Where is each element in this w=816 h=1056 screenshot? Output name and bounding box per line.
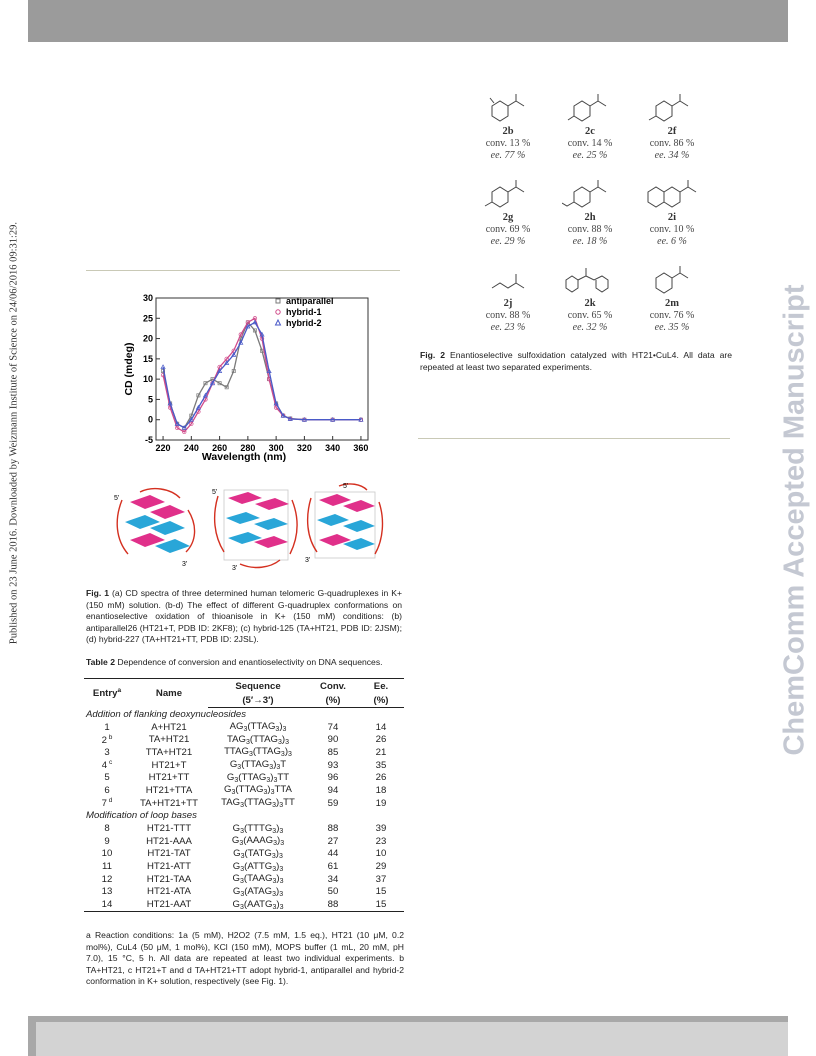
x-axis-label: Wavelength (nm) — [201, 451, 287, 462]
cell-entry: 1 — [104, 721, 110, 733]
compound-conversion: conv. 13 % — [485, 138, 531, 149]
cell-name: HT21-TAA — [146, 873, 192, 885]
cell-ee: 15 — [358, 898, 404, 911]
cell-conversion: 90 — [327, 734, 339, 746]
cell-entry: 4 $^c$ — [101, 759, 113, 772]
compound-2h — [550, 180, 630, 248]
cell-conversion: 61 — [327, 861, 339, 873]
cell-ee: 37 — [375, 873, 387, 885]
cell-conversion: 88 — [327, 823, 339, 835]
cell-ee: 39 — [375, 823, 387, 835]
cell-conversion: 50 — [327, 886, 339, 898]
y-tick-label: 15 — [142, 353, 153, 364]
quadruplex-drawing — [308, 484, 383, 558]
cell-conversion: 93 — [327, 759, 339, 771]
col-header-name: Name — [130, 679, 208, 708]
structure-antiparallel — [110, 480, 200, 570]
publication-note: Published on 23 June 2016. Downloaded by Weizmann Institute of Science on 24/06/2016 09:31:29. — [8, 221, 20, 645]
compound-label: 2g — [502, 212, 514, 223]
cell-sequence: $G_3(AATG_3)_3$ — [208, 898, 308, 911]
cell-sequence: $TAG_3(TTAG_3)_3TT$ — [221, 797, 295, 810]
compound-conversion: conv. 76 % — [649, 310, 695, 321]
compound-2b — [468, 94, 548, 162]
section-row-loop — [84, 810, 404, 823]
x-tick-label: 260 — [212, 443, 228, 453]
cell-ee: 14 — [375, 721, 387, 733]
compound-2i — [632, 180, 712, 248]
strand-5-label: 5' — [114, 495, 120, 502]
cell-sequence: $G_3(TATG_3)_3$ — [233, 847, 283, 860]
compound-2j — [468, 266, 548, 334]
compound-ee: ee. 25 % — [572, 150, 608, 161]
cell-name: HT21-TAT — [147, 848, 191, 860]
cell-name: HT21+TTA — [145, 784, 193, 796]
structure-icon — [562, 266, 618, 298]
x-tick-label: 360 — [353, 443, 369, 453]
compound-ee: ee. 32 % — [572, 322, 608, 333]
compound-2f — [632, 94, 712, 162]
x-tick-label: 220 — [155, 443, 171, 453]
compound-label: 2h — [584, 212, 596, 223]
structure-icon — [562, 180, 618, 212]
fig2-caption-text: Enantioselective sulfoxidation catalyzed with HT21•CuL4. All data are repeated at least two separated experiments. — [420, 350, 732, 372]
compound-label: 2f — [667, 126, 677, 137]
cell-name: TTA+HT21 — [145, 746, 193, 758]
table-row — [84, 771, 404, 784]
compound-label: 2b — [502, 126, 514, 137]
cell-name: TA+HT21 — [148, 734, 190, 746]
section-heading: Modification of loop bases — [86, 810, 197, 822]
structure-icon — [644, 180, 700, 212]
cell-conversion: 59 — [327, 797, 339, 809]
cd-spectra-chart — [122, 290, 374, 462]
structure-icon — [480, 94, 536, 126]
cell-ee: 19 — [375, 797, 387, 809]
cell-entry: 10 — [101, 848, 113, 860]
compound-2k — [550, 266, 630, 334]
header-bar — [28, 0, 788, 42]
cell-sequence: $G_3(TTTG_3)_3$ — [232, 822, 284, 835]
structure-icon — [644, 94, 700, 126]
cell-entry: 13 — [101, 886, 113, 898]
x-tick-label: 280 — [240, 443, 256, 453]
cell-entry: 9 — [104, 835, 110, 847]
cell-sequence: $G_3(TTAG_3)_3T$ — [229, 759, 287, 772]
y-tick-label: 5 — [147, 394, 153, 405]
cell-name: TA+HT21+TT — [140, 797, 198, 809]
table-row — [84, 822, 404, 835]
cell-entry: 6 — [104, 784, 110, 796]
plot-area — [156, 298, 368, 440]
cell-conversion: 88 — [308, 898, 358, 911]
col-header-conv: Conv. — [308, 679, 358, 694]
strand-3-label: 3' — [305, 557, 311, 564]
cell-entry: 5 — [104, 772, 110, 784]
cell-name: HT21-AAT — [130, 898, 208, 911]
compound-conversion: conv. 10 % — [649, 224, 695, 235]
compound-label: 2c — [585, 126, 595, 137]
cell-entry: 14 — [84, 898, 130, 911]
fig1-caption — [86, 588, 402, 646]
col-header-ee: Ee. — [358, 679, 404, 694]
cell-entry: 3 — [104, 746, 110, 758]
legend-label: antiparallel — [286, 296, 334, 306]
cell-name: HT21-TTT — [146, 823, 192, 835]
compound-2c — [550, 94, 630, 162]
cell-sequence: $G_3(AAAG_3)_3$ — [231, 835, 285, 848]
divider-right — [418, 438, 730, 439]
y-tick-label: 10 — [142, 374, 153, 385]
cell-entry: 8 — [104, 823, 110, 835]
cell-sequence: $G_3(TTAG_3)_3TTA$ — [224, 784, 292, 797]
table-row — [84, 886, 404, 899]
x-tick-label: 300 — [268, 443, 284, 453]
table2 — [84, 678, 404, 912]
col-header-entry: Entry$^a$ — [84, 679, 130, 708]
table-row — [84, 746, 404, 759]
compound-ee: ee. 23 % — [490, 322, 526, 333]
cell-entry: 11 — [102, 861, 112, 873]
cell-sequence: $G_3(TAAG_3)_3$ — [232, 873, 284, 886]
table-row — [84, 873, 404, 886]
quadruplex-drawing — [215, 490, 297, 567]
col-header-sequence: Sequence — [208, 679, 308, 694]
divider-left — [86, 270, 400, 271]
compound-label: 2j — [503, 298, 513, 309]
watermark-text: ChemComm Accepted Manuscript — [778, 284, 811, 756]
table-row — [84, 898, 404, 911]
compound-conversion: conv. 86 % — [649, 138, 695, 149]
cell-conversion: 96 — [327, 772, 339, 784]
watermark — [770, 250, 816, 790]
publication-sidebar — [4, 218, 24, 648]
strand-5-label: 5' — [212, 489, 218, 496]
cell-conversion: 34 — [327, 873, 339, 885]
cell-entry: 7 $^d$ — [101, 797, 113, 810]
fig2-caption — [420, 350, 732, 373]
compound-ee: ee. 6 % — [657, 236, 687, 247]
compound-label: 2i — [667, 212, 677, 223]
structure-icon — [644, 266, 700, 298]
cell-ee: 23 — [375, 835, 387, 847]
cell-conversion: 94 — [327, 784, 339, 796]
compound-2m — [632, 266, 712, 334]
col-header-ee-unit: (%) — [358, 693, 404, 708]
compound-conversion: conv. 65 % — [567, 310, 613, 321]
y-tick-label: 25 — [142, 313, 153, 324]
strand-3-label: 3' — [232, 565, 238, 570]
strand-5-label: 5' — [343, 483, 349, 490]
cell-name: A+HT21 — [151, 721, 187, 733]
cell-name: HT21-AAA — [146, 835, 192, 847]
cell-ee: 26 — [375, 734, 387, 746]
cell-name: HT21+T — [151, 759, 187, 771]
table2-caption — [86, 657, 404, 667]
cell-sequence: $TTAG_3(TTAG_3)_3$ — [224, 746, 292, 759]
table2-footnote: a Reaction conditions: 1a (5 mM), H2O2 (7.5 mM, 1.5 eq.), HT21 (10 μM, 0.2 mol%), CuL4 (50 μM, 1 mol%), KCl (150 mM), MOPS buffer (1 mL, 20 mM, pH 7.0), 15 °C, 5 h. All data are repeated at least two individual experiments. b TA+HT21, c HT21+T and d TA+HT21+TT adopt hybrid-1, antiparallel and hybrid-2 conformation in K+ solution, respectively (see Fig. 1). — [86, 930, 404, 987]
compound-ee: ee. 77 % — [490, 150, 526, 161]
table2-caption-text: Dependence of conversion and enantioselectivity on DNA sequences. — [117, 657, 383, 667]
col-header-sequence-dir: (5′→3′) — [208, 693, 308, 708]
section-heading: Addition of flanking deoxynucleosides — [86, 708, 247, 720]
cell-name: HT21-ATT — [146, 861, 192, 873]
legend-label: hybrid-2 — [286, 318, 322, 328]
cell-sequence: $AG_3(TTAG_3)_3$ — [229, 721, 287, 734]
cell-sequence: $G_3(TTAG_3)_3TT$ — [226, 771, 290, 784]
cell-entry: 2 $^b$ — [101, 733, 113, 746]
compound-conversion: conv. 88 % — [485, 310, 531, 321]
footer-bar — [28, 1016, 788, 1056]
table-row — [84, 797, 404, 810]
fig2-compound-grid — [468, 94, 712, 340]
y-tick-label: -5 — [144, 435, 153, 445]
cell-sequence: $G_3(ATTG_3)_3$ — [232, 860, 284, 873]
y-axis-label: CD (mdeg) — [123, 342, 135, 396]
quadruplex-drawing — [117, 489, 194, 554]
cell-name: HT21-ATA — [147, 886, 191, 898]
legend-label: hybrid-1 — [286, 307, 322, 317]
structure-hybrid-2 — [305, 480, 385, 570]
cell-conversion: 27 — [327, 835, 339, 847]
cell-ee: 35 — [375, 759, 387, 771]
cell-ee: 15 — [375, 886, 387, 898]
structure-icon — [562, 94, 618, 126]
structure-icon — [480, 266, 536, 298]
table-row — [84, 835, 404, 848]
cell-conversion: 74 — [327, 721, 339, 733]
table-row — [84, 784, 404, 797]
section-row-flanking — [84, 708, 404, 721]
table-row — [84, 759, 404, 772]
cell-entry: 12 — [101, 873, 113, 885]
compound-ee: ee. 35 % — [654, 322, 690, 333]
cell-ee: 21 — [375, 746, 387, 758]
compound-label: 2k — [584, 298, 596, 309]
y-tick-label: 30 — [142, 293, 153, 303]
table-row — [84, 848, 404, 861]
strand-3-label: 3' — [182, 561, 188, 568]
col-header-conv-unit: (%) — [308, 693, 358, 708]
x-tick-label: 320 — [296, 443, 312, 453]
compound-ee: ee. 18 % — [572, 236, 608, 247]
cell-name: HT21+TT — [148, 772, 190, 784]
y-tick-label: 0 — [147, 414, 153, 425]
cell-conversion: 44 — [327, 848, 339, 860]
compound-label: 2m — [665, 298, 679, 309]
x-tick-label: 340 — [325, 443, 341, 453]
fig1-caption-label: Fig. 1 — [86, 588, 109, 598]
compound-conversion: conv. 69 % — [485, 224, 531, 235]
table-row — [84, 721, 404, 734]
compound-conversion: conv. 14 % — [567, 138, 613, 149]
table-row — [84, 860, 404, 873]
table-row — [84, 733, 404, 746]
y-tick-label: 20 — [142, 333, 153, 344]
compound-conversion: conv. 88 % — [567, 224, 613, 235]
cell-ee: 26 — [375, 772, 387, 784]
cell-ee: 10 — [375, 848, 387, 860]
compound-2g — [468, 180, 548, 248]
structure-hybrid-1 — [210, 480, 300, 570]
table2-caption-label: Table 2 — [86, 657, 115, 667]
cell-ee: 18 — [375, 784, 387, 796]
structure-icon — [480, 180, 536, 212]
x-tick-label: 240 — [183, 443, 199, 453]
compound-ee: ee. 34 % — [654, 150, 690, 161]
cell-sequence: $G_3(ATAG_3)_3$ — [232, 885, 284, 898]
compound-ee: ee. 29 % — [490, 236, 526, 247]
cell-sequence: $TAG_3(TTAG_3)_3$ — [226, 733, 289, 746]
fig2-caption-label: Fig. 2 — [420, 350, 446, 360]
fig1-caption-text: (a) CD spectra of three determined human telomeric G-quadruplexes in K+ (150 mM) solution. (b-d) The effect of different G-quadruplex conformations on enantioselective oxidation of thioanisole in K+ (150 mM) conditions: (b) antiparallel26 (HT21+T, PDB ID: 2KF8); (c) hybrid-125 (TA+HT21, PDB ID: 2JSM); (d) hybrid-227 (TA+HT21+TT, PDB ID: 2JSL). — [86, 588, 402, 644]
cell-ee: 29 — [375, 861, 387, 873]
cell-conversion: 85 — [327, 746, 339, 758]
